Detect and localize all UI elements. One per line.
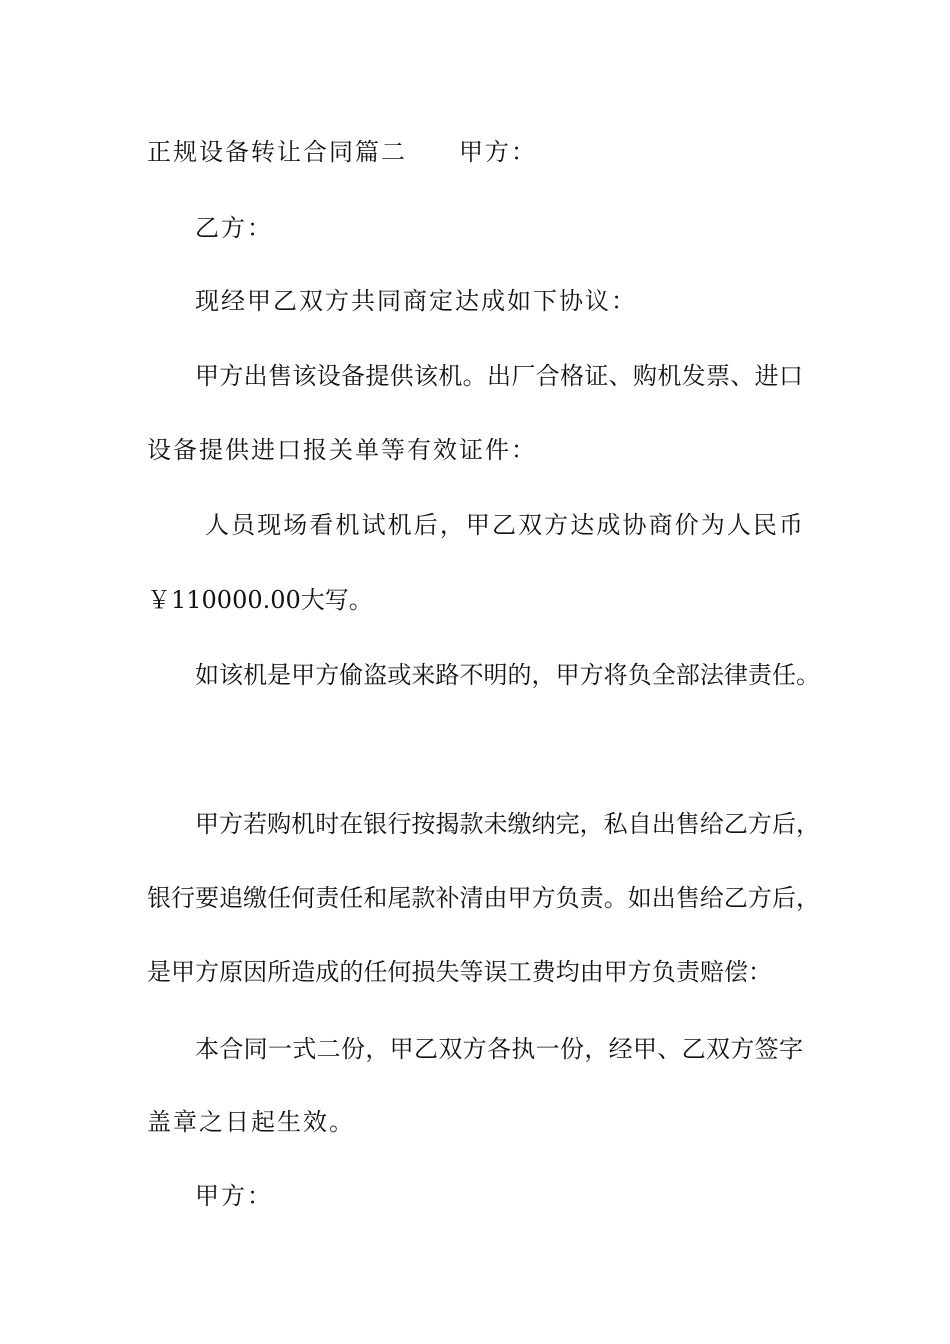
agreement-intro: 现经甲乙双方共同商定达成如下协议： [195, 287, 637, 315]
clause-4-line-3: 是甲方原因所造成的任何损失等误工费均由甲方负责赔偿： [147, 958, 772, 986]
clause-2-line-1: 人员现场看机试机后，甲乙双方达成协商价为人民币 [205, 511, 803, 539]
clause-4-line-2: 银行要追缴任何责任和尾款补清由甲方负责。如出售给乙方后， [147, 884, 820, 912]
signature-party-a: 甲方： [195, 1182, 273, 1210]
clause-1-line-2: 设备提供进口报关单等有效证件： [147, 436, 537, 464]
clause-1-line-1: 甲方出售该设备提供该机。出厂合格证、购机发票、进口 [195, 362, 803, 390]
document-heading: 正规设备转让合同篇二 [147, 138, 407, 166]
clause-5-line-1: 本合同一式二份，甲乙双方各执一份，经甲、乙双方签字 [195, 1035, 803, 1063]
clause-5-line-2: 盖章之日起生效。 [147, 1108, 355, 1136]
clause-2-line-2: ￥110000.00大写。 [147, 586, 373, 614]
clause-4-line-1: 甲方若购机时在银行按揭款未缴纳完，私自出售给乙方后， [195, 810, 820, 838]
clause-3-line-1: 如该机是甲方偷盗或来路不明的，甲方将负全部法律责任。 [195, 661, 820, 689]
heading-line [147, 137, 537, 167]
party-b-label: 乙方： [195, 214, 273, 242]
party-a-label: 甲方： [459, 138, 537, 166]
